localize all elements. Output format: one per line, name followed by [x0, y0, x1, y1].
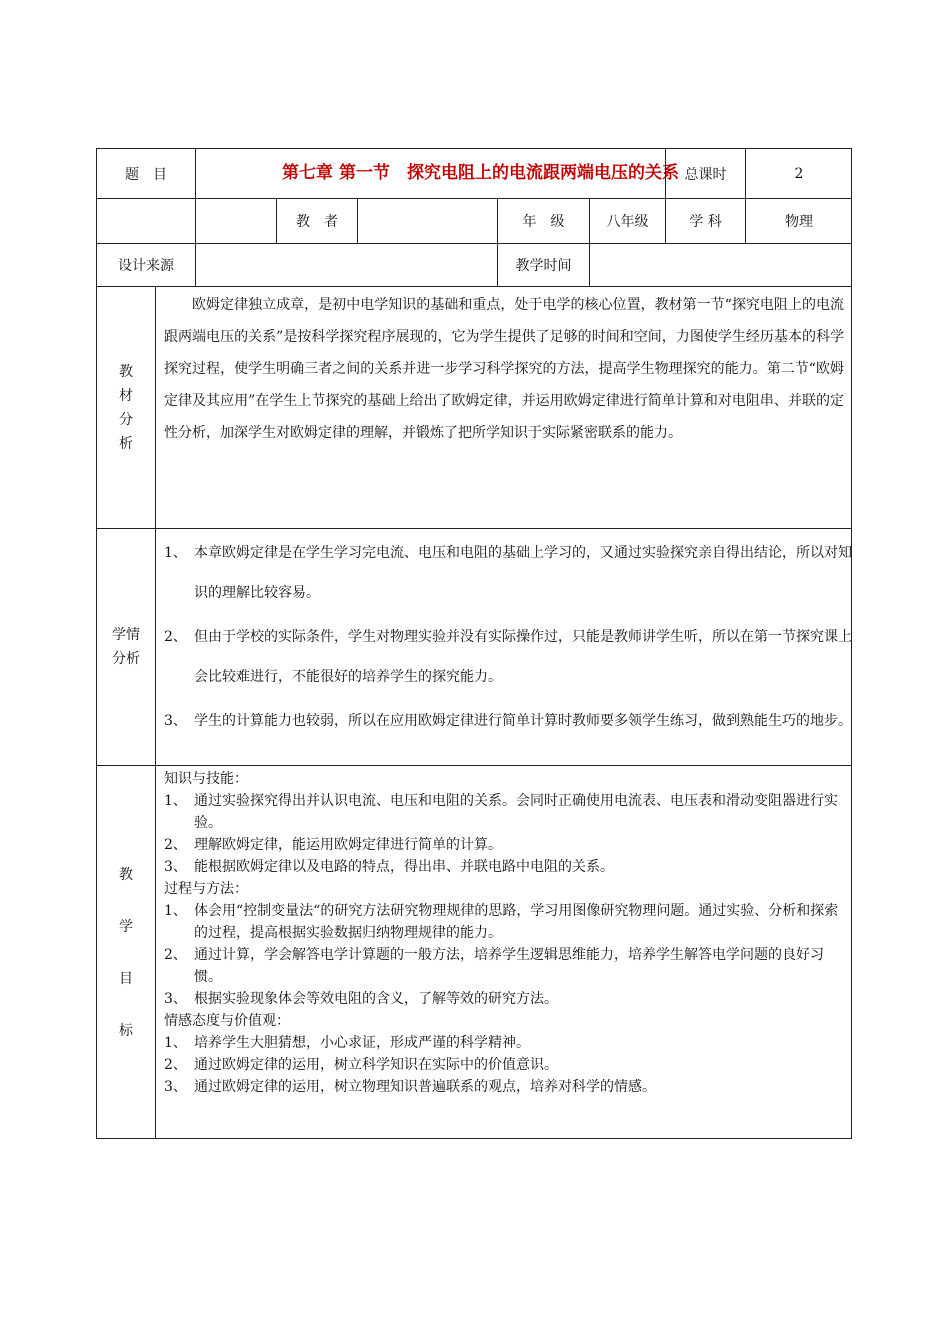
item-text: 体会用“控制变量法“的研究方法研究物理规律的思路，学习用图像研究物理问题。通过实验、分析和探索的过程，提高根据实验数据归纳物理规律的能力。 — [194, 903, 839, 941]
empty-cell — [97, 198, 195, 243]
subject-value: 物理 — [745, 198, 852, 243]
item-number: 3、 — [164, 1079, 187, 1095]
item-text: 理解欧姆定律，能运用欧姆定律进行简单的计算。 — [194, 837, 502, 853]
teaching-goals-label — [97, 765, 155, 1139]
teaching-time-value — [589, 243, 852, 286]
design-source-label: 设计来源 — [97, 243, 195, 286]
teacher-value — [357, 198, 497, 243]
list-item — [156, 988, 852, 1010]
item-number: 1、 — [164, 903, 187, 919]
teacher-label: 教 者 — [276, 198, 357, 243]
item-text: 学生的计算能力也较弱，所以在应用欧姆定律进行简单计算时教师要多领学生练习，做到熟能生巧的地步。 — [194, 713, 852, 729]
label-char: 学情 — [112, 627, 140, 643]
textbook-analysis-label — [97, 286, 155, 528]
teaching-time-label: 教学时间 — [497, 243, 589, 286]
label-char: 标 — [119, 1022, 133, 1039]
student-analysis-label — [97, 528, 155, 765]
grade-label: 年 级 — [497, 198, 589, 243]
item-number: 2、 — [164, 837, 187, 853]
subject-label: 学 科 — [665, 198, 745, 243]
list-item — [156, 834, 852, 856]
item-number: 1、 — [164, 793, 187, 809]
total-hours-value: 2 — [745, 149, 852, 198]
item-text: 通过欧姆定律的运用，树立科学知识在实际中的价值意识。 — [194, 1057, 558, 1073]
item-number: 3、 — [164, 991, 187, 1007]
label-char: 分 — [119, 411, 133, 428]
list-item — [156, 856, 852, 878]
item-number: 1、 — [164, 1035, 187, 1051]
label-char: 材 — [119, 387, 133, 404]
label-char: 教 — [119, 866, 133, 883]
item-number: 1、 — [164, 545, 187, 561]
item-number: 3、 — [164, 859, 187, 875]
list-item — [156, 1076, 852, 1098]
item-text: 根据实验现象体会等效电阻的含义，了解等效的研究方法。 — [194, 991, 558, 1007]
label-char: 析 — [119, 435, 133, 452]
item-number: 3、 — [164, 713, 187, 729]
total-hours-label: 总课时 — [665, 149, 745, 198]
section-heading: 知识与技能： — [164, 771, 248, 787]
list-item — [156, 944, 852, 988]
list-item — [156, 1054, 852, 1076]
item-text: 通过欧姆定律的运用，树立物理知识普遍联系的观点，培养对科学的情感。 — [194, 1079, 656, 1095]
item-text: 本章欧姆定律是在学生学习完电流、电压和电阻的基础上学习的，又通过实验探究亲自得出结论，所以对知识的理解比较容易。 — [194, 545, 852, 601]
section-heading: 情感态度与价值观： — [164, 1013, 290, 1029]
list-item — [156, 790, 852, 834]
list-item — [156, 701, 852, 741]
label-char: 学 — [119, 918, 133, 935]
lesson-plan-table — [96, 148, 852, 1139]
lesson-title: 第七章 第一节 探究电阻上的电流跟两端电压的关系 — [195, 149, 765, 198]
section-heading: 过程与方法： — [164, 881, 248, 897]
list-item — [156, 617, 852, 697]
item-number: 2、 — [164, 1057, 187, 1073]
title-label: 题 目 — [125, 166, 167, 183]
item-text: 能根据欧姆定律以及电路的特点，得出串、并联电路中电阻的关系。 — [194, 859, 614, 875]
list-item — [156, 533, 852, 613]
item-text: 通过计算，学会解答电学计算题的一般方法，培养学生逻辑思维能力，培养学生解答电学问题的良好习惯。 — [194, 947, 824, 985]
grade-value: 八年级 — [589, 198, 665, 243]
item-number: 2、 — [164, 947, 187, 963]
label-char: 教 — [119, 363, 133, 380]
label-char: 目 — [119, 970, 133, 987]
design-source-value — [195, 243, 497, 286]
teaching-goals-content — [155, 765, 852, 1139]
list-item — [156, 900, 852, 944]
list-item — [156, 1032, 852, 1054]
label-char: 分析 — [112, 651, 140, 667]
textbook-analysis-text: 欧姆定律独立成章，是初中电学知识的基础和重点，处于电学的核心位置，教材第一节“探究电阻上的电流跟两端电压的关系”是按科学探究程序展现的，它为学生提供了足够的时间和空间，力图使学生经历基本的科学探究过程，使学生明确三者之间的关系并进一步学习科学探究的方法，提高学生物理探究的能力。第二节“欧姆定律及其应用”在学生上节探究的基础上给出了欧姆定律，并运用欧姆定律进行简单计算和对电阻串、并联的定性分析，加深学生对欧姆定律的理解，并锻炼了把所学知识于实际紧密联系的能力。 — [155, 286, 852, 528]
item-text: 但由于学校的实际条件，学生对物理实验并没有实际操作过，只能是教师讲学生听，所以在第一节探究课上会比较难进行，不能很好的培养学生的探究能力。 — [194, 629, 852, 685]
item-text: 培养学生大胆猜想，小心求证，形成严谨的科学精神。 — [194, 1035, 530, 1051]
item-number: 2、 — [164, 629, 187, 645]
student-analysis-list — [155, 528, 852, 765]
empty-cell — [195, 198, 276, 243]
item-text: 通过实验探究得出并认识电流、电压和电阻的关系。会同时正确使用电流表、电压表和滑动变阻器进行实验。 — [194, 793, 838, 831]
